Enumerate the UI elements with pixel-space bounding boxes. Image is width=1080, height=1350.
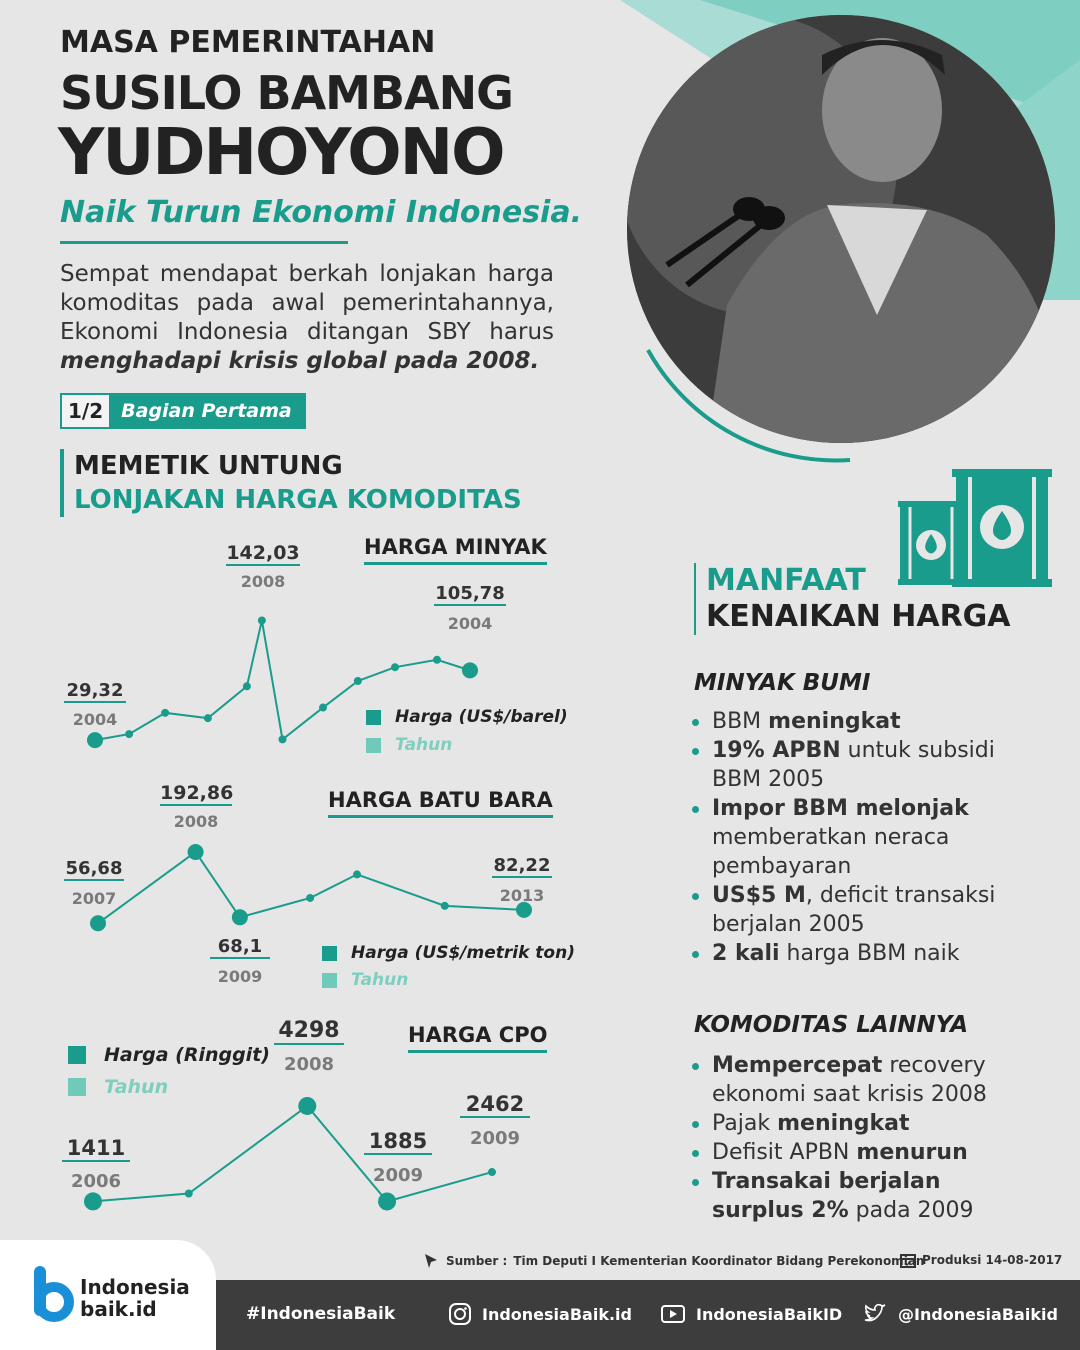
data-label-value: 56,68 bbox=[65, 858, 123, 879]
benefit-item bbox=[692, 1167, 1032, 1225]
data-point bbox=[125, 730, 133, 738]
category-minyak: MINYAK BUMI bbox=[694, 670, 871, 696]
benefit-item bbox=[692, 794, 1032, 881]
data-label-year: 2004 bbox=[447, 614, 493, 633]
data-point bbox=[353, 870, 361, 878]
data-label-year: 2009 bbox=[372, 1165, 424, 1186]
legend-label: Tahun bbox=[395, 735, 453, 755]
data-point bbox=[204, 714, 212, 722]
benefit-pre: BBM bbox=[712, 709, 769, 734]
legend-batubara-value bbox=[322, 943, 575, 963]
data-label-value: 68,1 bbox=[210, 936, 270, 959]
benefit-item bbox=[692, 1109, 1032, 1138]
manfaat-title1: MANFAAT bbox=[706, 563, 866, 598]
data-point bbox=[258, 616, 266, 624]
category-lainnya: KOMODITAS LAINNYA bbox=[694, 1012, 969, 1038]
instagram-link[interactable] bbox=[448, 1302, 632, 1326]
data-point bbox=[319, 704, 327, 712]
legend-batubara-year bbox=[322, 970, 408, 990]
benefit-bold: Mempercepat bbox=[712, 1053, 883, 1078]
title-line2: SUSILO BAMBANG bbox=[60, 66, 513, 120]
benefit-pre: Pajak bbox=[712, 1111, 778, 1136]
benefit-bold: 19% APBN bbox=[712, 738, 841, 763]
data-label-year: 2008 bbox=[240, 572, 286, 591]
benefit-item bbox=[692, 881, 1032, 939]
data-label-value: 82,22 bbox=[493, 855, 551, 876]
intro-text: Sempat mendapat berkah lonjakan harga komoditas pada awal pemerintahannya, Ekonomi Indonesia ditangan SBY harus bbox=[60, 261, 554, 345]
indonesiabaik-logo-icon bbox=[30, 1262, 74, 1324]
data-label-year: 2013 bbox=[499, 886, 545, 905]
hashtag-text: #IndonesiaBaik bbox=[246, 1304, 396, 1324]
benefit-post: , deficit transaksi berjalan 2005 bbox=[712, 883, 996, 937]
benefit-bold: 2 kali bbox=[712, 941, 780, 966]
benefit-pre: Defisit APBN bbox=[712, 1140, 857, 1165]
youtube-link[interactable] bbox=[660, 1302, 842, 1326]
person-silhouette-icon bbox=[627, 15, 1055, 443]
series-line bbox=[93, 1106, 492, 1201]
legend-label: Tahun bbox=[351, 970, 409, 990]
instagram-handle: IndonesiaBaik.id bbox=[482, 1304, 632, 1324]
series-line bbox=[98, 852, 524, 923]
youtube-handle: IndonesiaBaikID bbox=[696, 1304, 843, 1324]
portrait-photo bbox=[627, 15, 1055, 443]
benefit-item bbox=[692, 1138, 1032, 1167]
data-label-value: 4298 bbox=[274, 1018, 344, 1045]
legend-swatch bbox=[366, 710, 381, 725]
legend-label: Tahun bbox=[104, 1076, 169, 1098]
data-label-year: 2009 bbox=[469, 1128, 521, 1149]
benefit-post: recovery ekonomi saat krisis 2008 bbox=[712, 1053, 987, 1107]
manfaat-title2: KENAIKAN HARGA bbox=[706, 599, 1011, 634]
subtitle: Naik Turun Ekonomi Indonesia. bbox=[60, 195, 582, 230]
data-label-value: 105,78 bbox=[435, 583, 505, 604]
benefit-post: untuk subsidi BBM 2005 bbox=[712, 738, 995, 792]
legend-swatch bbox=[322, 973, 337, 988]
source-line bbox=[422, 1252, 924, 1270]
data-point bbox=[354, 677, 362, 685]
data-label-value: 1885 bbox=[364, 1129, 432, 1155]
legend-swatch bbox=[68, 1046, 86, 1064]
benefit-bold: menurun bbox=[856, 1140, 968, 1165]
data-point bbox=[84, 1192, 102, 1210]
data-label-year: 2006 bbox=[70, 1171, 122, 1192]
data-label-year: 2008 bbox=[173, 812, 219, 831]
part-label: Bagian Pertama bbox=[109, 395, 304, 427]
data-label-value: 1411 bbox=[62, 1136, 130, 1162]
chart-title-minyak: HARGA MINYAK bbox=[364, 535, 547, 565]
data-point bbox=[391, 663, 399, 671]
instagram-icon bbox=[448, 1302, 472, 1326]
data-label-year: 2008 bbox=[283, 1054, 335, 1075]
hashtag[interactable] bbox=[246, 1304, 395, 1324]
data-point bbox=[433, 656, 441, 664]
benefit-item bbox=[692, 939, 1032, 968]
benefit-post: pada 2009 bbox=[848, 1198, 974, 1223]
chart-title-batubara: HARGA BATU BARA bbox=[328, 788, 553, 818]
data-label-year: 2004 bbox=[72, 710, 118, 729]
title-line3: YUDHOYONO bbox=[58, 116, 504, 190]
calendar-icon bbox=[900, 1252, 916, 1268]
legend-label: Harga (US$/barel) bbox=[395, 707, 568, 727]
legend-label: Harga (Ringgit) bbox=[104, 1044, 270, 1066]
data-point bbox=[488, 1168, 496, 1176]
logo-line1: Indonesia bbox=[80, 1275, 190, 1299]
benefit-item bbox=[692, 1051, 1032, 1109]
produksi-text: Produksi 14-08-2017 bbox=[922, 1253, 1063, 1267]
data-point bbox=[378, 1192, 396, 1210]
logo-text bbox=[80, 1276, 190, 1320]
legend-swatch bbox=[322, 946, 337, 961]
source-text: Tim Deputi I Kementerian Koordinator Bidang Perekonomian bbox=[513, 1254, 925, 1268]
data-point bbox=[232, 909, 248, 925]
data-point bbox=[87, 732, 103, 748]
logo-line2: baik.id bbox=[80, 1297, 157, 1321]
data-label-value: 192,86 bbox=[160, 782, 234, 804]
data-label-year: 2009 bbox=[217, 967, 263, 986]
data-point bbox=[279, 735, 287, 743]
minyak-benefits-list bbox=[692, 707, 1032, 968]
data-point bbox=[243, 682, 251, 690]
legend-cpo-year bbox=[68, 1076, 168, 1098]
data-point bbox=[306, 894, 314, 902]
benefit-bold: meningkat bbox=[768, 709, 901, 734]
benefit-bold: Transakai berjalan surplus 2% bbox=[712, 1169, 941, 1223]
data-label-value: 2462 bbox=[460, 1092, 530, 1118]
data-point bbox=[188, 844, 204, 860]
twitter-link[interactable] bbox=[862, 1302, 1058, 1326]
data-point bbox=[90, 915, 106, 931]
data-label-value: 29,32 bbox=[64, 680, 126, 703]
title-line1: MASA PEMERINTAHAN bbox=[60, 25, 436, 60]
pin-icon bbox=[422, 1252, 440, 1270]
intro-emphasis: menghadapi krisis global pada 2008. bbox=[60, 348, 540, 374]
twitter-icon bbox=[862, 1302, 888, 1326]
data-point bbox=[298, 1097, 316, 1115]
part-number: 1/2 bbox=[62, 395, 109, 427]
data-label-year: 2007 bbox=[71, 889, 117, 908]
data-point bbox=[441, 902, 449, 910]
chart-title-cpo: HARGA CPO bbox=[408, 1023, 547, 1053]
data-point bbox=[462, 662, 478, 678]
section-line1: MEMETIK UNTUNG bbox=[74, 451, 343, 481]
legend-minyak-value bbox=[366, 707, 568, 727]
produksi-line bbox=[900, 1252, 1062, 1268]
benefit-item bbox=[692, 707, 1032, 736]
benefit-post: harga BBM naik bbox=[779, 941, 960, 966]
data-point bbox=[185, 1190, 193, 1198]
benefit-bold: meningkat bbox=[777, 1111, 910, 1136]
legend-cpo-value bbox=[68, 1044, 270, 1066]
twitter-handle: @IndonesiaBaikid bbox=[898, 1304, 1058, 1324]
source-label: Sumber : bbox=[446, 1254, 508, 1268]
legend-swatch bbox=[366, 738, 381, 753]
benefit-item bbox=[692, 736, 1032, 794]
youtube-icon bbox=[660, 1302, 686, 1326]
data-label-value: 142,03 bbox=[226, 542, 300, 564]
benefit-bold: Impor BBM melonjak bbox=[712, 796, 969, 821]
lainnya-benefits-list bbox=[692, 1051, 1032, 1225]
manfaat-heading bbox=[694, 563, 1011, 635]
section-line2: LONJAKAN HARGA KOMODITAS bbox=[74, 485, 522, 515]
benefit-bold: US$5 M bbox=[712, 883, 806, 908]
legend-swatch bbox=[68, 1078, 86, 1096]
legend-minyak-year bbox=[366, 735, 452, 755]
legend-label: Harga (US$/metrik ton) bbox=[351, 943, 575, 963]
benefit-post: memberatkan neraca pembayaran bbox=[712, 825, 950, 879]
data-point bbox=[161, 709, 169, 717]
